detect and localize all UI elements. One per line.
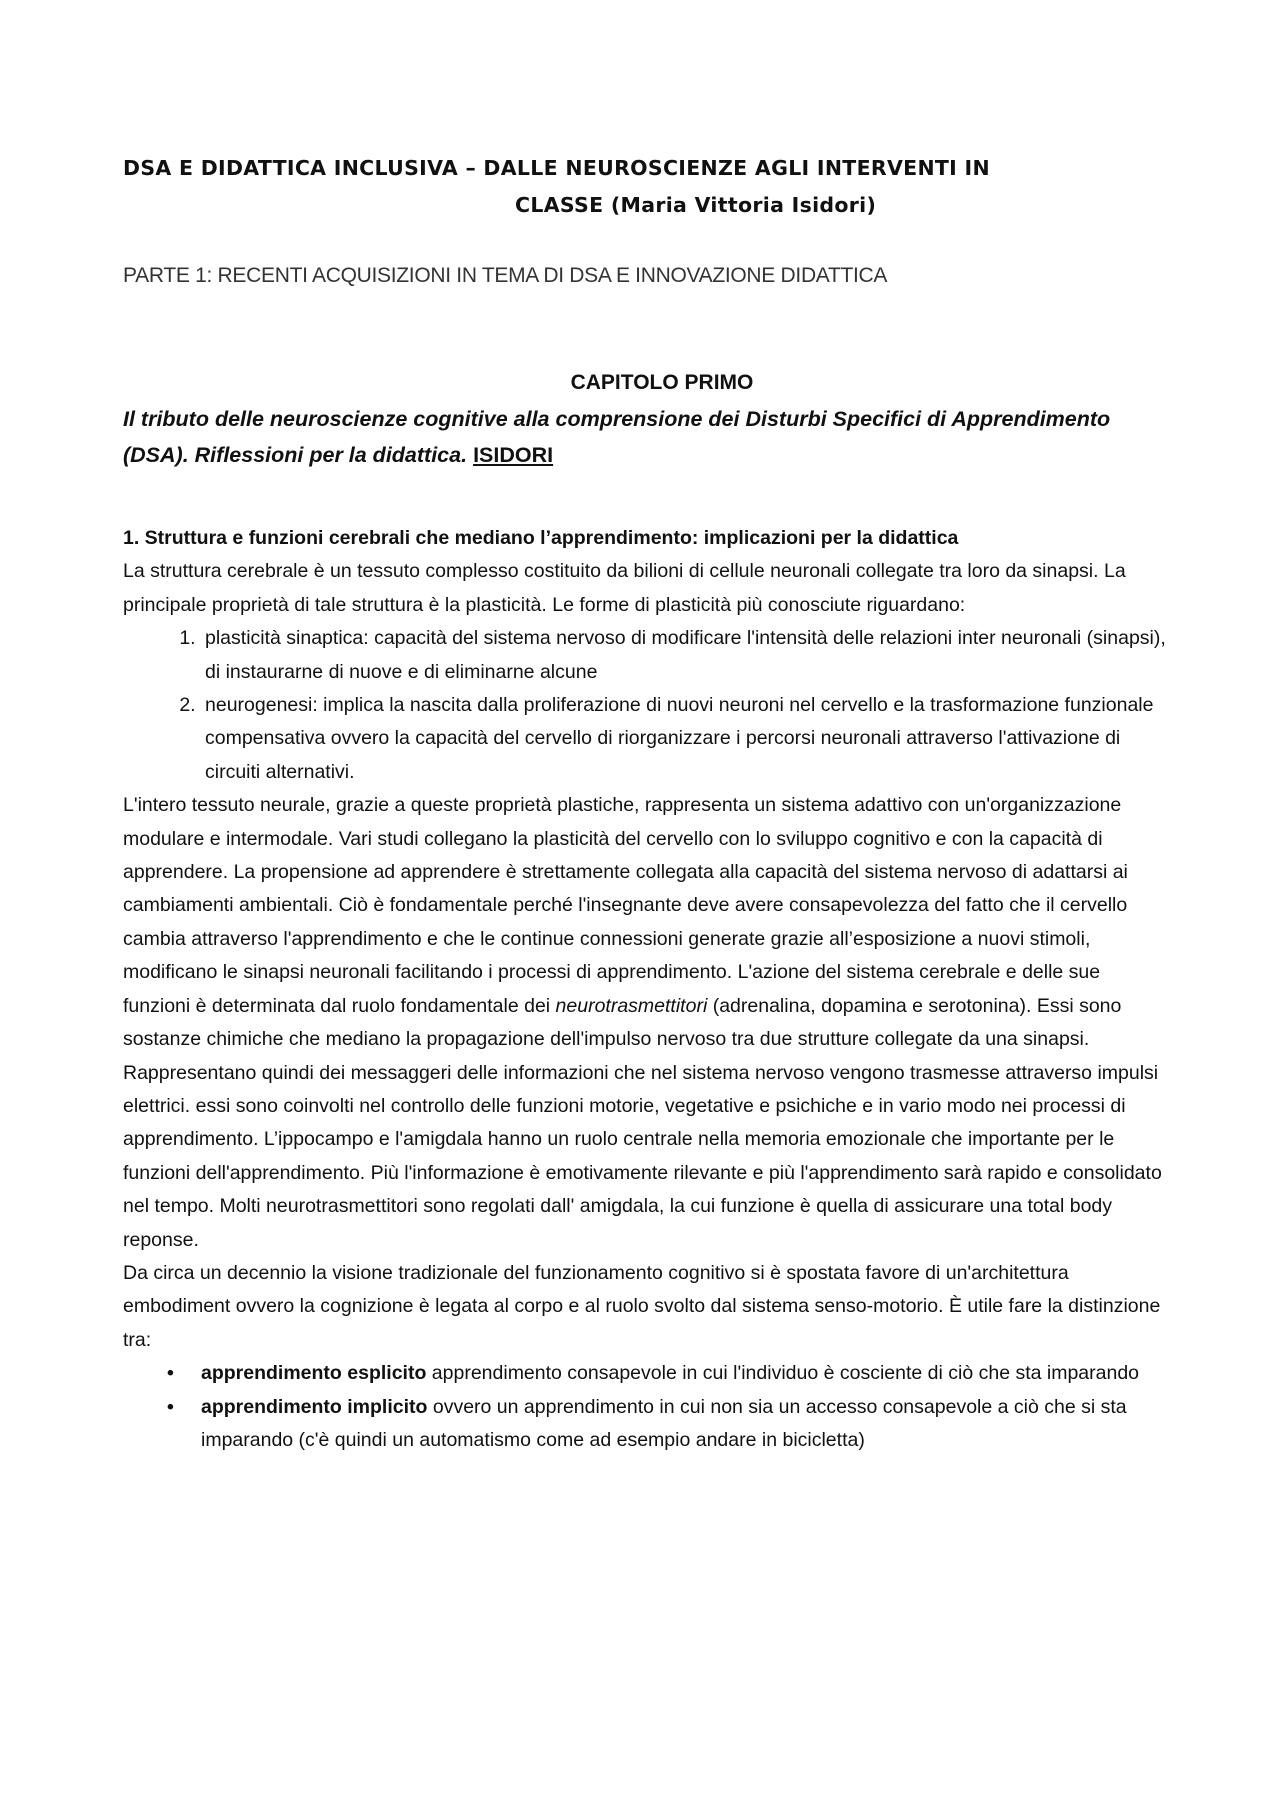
chapter-subtitle <box>123 401 1163 473</box>
section-intro: La struttura cerebrale è un tessuto complesso costituito da bilioni di cellule neuronali collegate tra loro da sinapsi. La principale proprietà di tale struttura è la plasticità. Le forme di plasticità più conosciute riguardano: <box>123 560 1126 616</box>
chapter-author-tag: ISIDORI <box>473 443 554 467</box>
bullet-term: apprendimento esplicito <box>201 1362 427 1385</box>
list-item: 2. neurogenesi: implica la nascita dalla proliferazione di nuovi neuroni nel cervello e la trasformazione funzionale compensativa ovvero la capacità del cervello di riorganizzare i percorsi neuronali attraverso l'attivazione di circuiti alternativi. <box>201 689 1168 789</box>
list-item <box>167 1357 1168 1390</box>
section-body <box>123 522 1168 1457</box>
page-content <box>123 150 1166 1451</box>
part-title: PARTE 1: RECENTI ACQUISIZIONI IN TEMA DI DSA E INNOVAZIONE DIDATTICA <box>123 264 888 287</box>
chapter-header <box>123 365 1163 473</box>
document-title <box>123 150 1163 224</box>
list-item: 1. plasticità sinaptica: capacità del sistema nervoso di modificare l'intensità delle relazioni inter neuronali (sinapsi), di instaurarne di nuove e di eliminarne alcune <box>201 622 1168 689</box>
document-title-line-2: CLASSE (Maria Vittoria Isidori) <box>515 193 877 217</box>
bullet-icon: • <box>167 1362 174 1385</box>
bullet-text: apprendimento consapevole in cui l'individuo è cosciente di ciò che sta imparando <box>426 1362 1140 1385</box>
plasticity-list <box>123 622 1168 789</box>
bullet-icon: • <box>167 1395 174 1418</box>
section-title: 1. Struttura e funzioni cerebrali che mediano l’apprendimento: implicazioni per la didattica <box>123 527 959 549</box>
document-title-line-1: DSA E DIDATTICA INCLUSIVA – DALLE NEUROSCIENZE AGLI INTERVENTI IN <box>123 156 990 180</box>
paragraph-embodiment: Da circa un decennio la visione tradizionale del funzionamento cognitivo si è spostata favore di un'architettura embodiment ovvero la cognizione è legata al corpo e al ruolo svolto dal sistema senso-motorio. È utile fare la distinzione tra: <box>123 1261 1161 1351</box>
list-item <box>167 1391 1168 1458</box>
term-neurotrasmettitori: neurotrasmettitori <box>555 994 708 1017</box>
paragraph-text: (adrenalina, dopamina e serotonina). Essi sono sostanze chimiche che mediano la propagazione dell'impulso nervoso tra due strutture collegate da una sinapsi. Rappresentano quindi dei messaggeri delle informazioni che nel sistema nervoso vengono trasmesse attraverso impulsi elettrici. essi sono coinvolti nel controllo delle funzioni motorie, vegetative e psichiche e in vario modo nei processi di apprendimento. L’ippocampo e l'amigdala hanno un ruolo centrale nella memoria emozionale che importante per le funzioni dell'apprendimento. Più l'informazione è emotivamente rilevante e più l'apprendimento sarà rapido e consolidato nel tempo. Molti neurotrasmettitori sono regolati dall' amigdala, la cui funzione è quella di assicurare una total body reponse. <box>123 994 1162 1251</box>
paragraph-neurotransmitters <box>123 789 1168 1257</box>
bullet-text: ovvero un apprendimento in cui non sia un accesso consapevole a ciò che si sta imparando (c'è quindi un automatismo come ad esempio andare in bicicletta) <box>201 1395 1127 1451</box>
paragraph-text: L'intero tessuto neurale, grazie a queste proprietà plastiche, rappresenta un sistema adattivo con un'organizzazione modulare e intermodale. Vari studi collegano la plasticità del cervello con lo sviluppo cognitivo e con la capacità di apprendere. La propensione ad apprendere è strettamente collegata alla capacità del sistema nervoso di adattarsi ai cambiamenti ambientali. Ciò è fondamentale perché l'insegnante deve avere consapevolezza del fatto che il cervello cambia attraverso l'apprendimento e che le continue connessioni generate grazie all’esposizione a nuovi stimoli, modificano le sinapsi neuronali facilitando i processi di apprendimento. L'azione del sistema cerebrale e delle sue funzioni è determinata dal ruolo fondamentale dei <box>123 794 1128 1017</box>
bullet-term: apprendimento implicito <box>201 1395 428 1418</box>
chapter-subtitle-text: Il tributo delle neuroscienze cognitive alla comprensione dei Disturbi Specifici di Apprendimento (DSA). Riflessioni per la didattica. <box>123 407 1111 467</box>
chapter-label: CAPITOLO PRIMO <box>570 371 754 394</box>
learning-types-list <box>123 1357 1168 1457</box>
